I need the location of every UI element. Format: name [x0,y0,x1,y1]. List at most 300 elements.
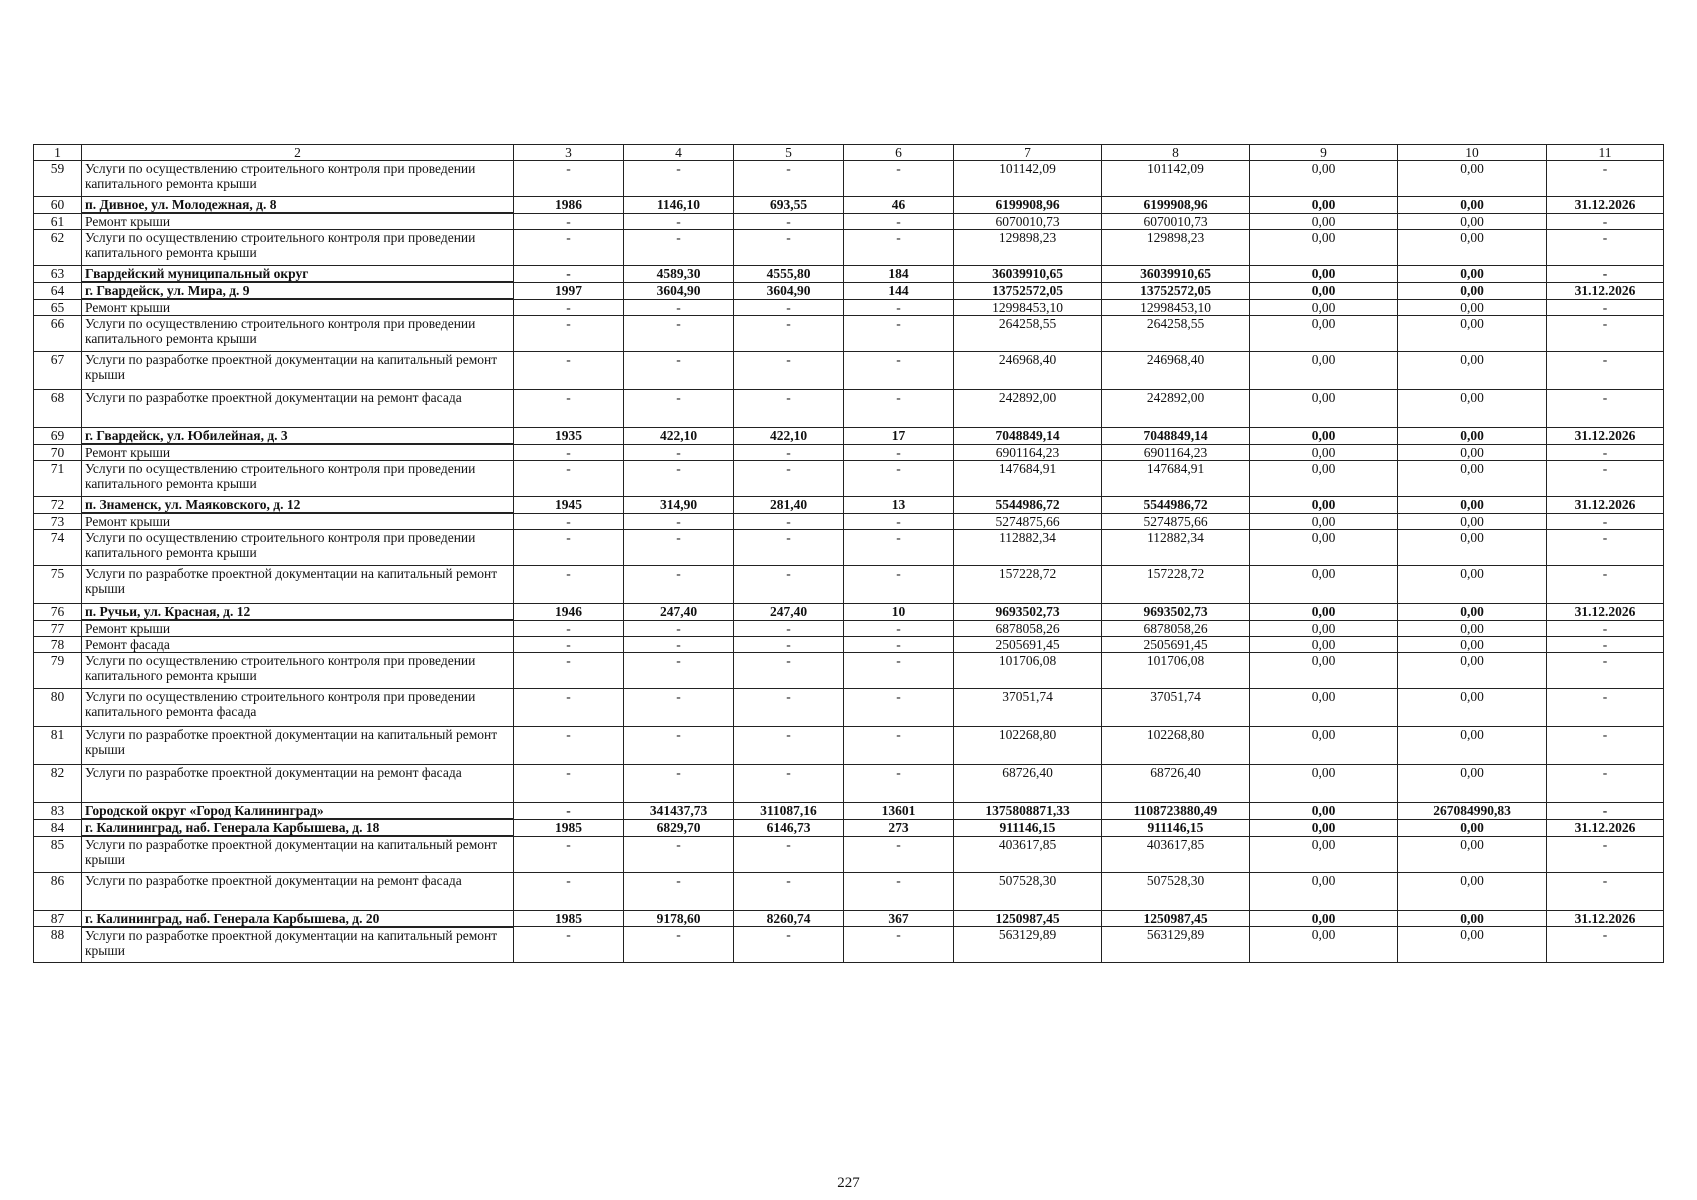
cell-budget-amount: 0,00 [1250,161,1398,197]
cell-budget-amount: 0,00 [1250,803,1398,820]
cell-residents: 46 [844,197,954,214]
cell-description: г. Гвардейск, ул. Юбилейная, д. 3 [82,428,514,445]
cell-area-living: - [734,230,844,266]
cell-other-amount: 0,00 [1398,266,1547,283]
cell-area-total: - [624,461,734,497]
table-row [34,530,1664,566]
cell-year: 1985 [514,910,624,927]
cell-description: Услуги по разработке проектной документации на капитальный ремонт крыши [82,836,514,872]
cell-cost-total: 9693502,73 [954,604,1102,621]
cell-row-number: 62 [34,230,82,266]
cell-budget-amount: 0,00 [1250,461,1398,497]
cell-residents: - [844,872,954,910]
cell-fund-amount: 242892,00 [1102,390,1250,428]
cell-budget-amount: 0,00 [1250,352,1398,390]
cell-deadline: - [1547,461,1664,497]
cell-row-number: 69 [34,428,82,445]
cell-area-total: - [624,316,734,352]
cell-area-living: - [734,161,844,197]
cell-cost-total: 68726,40 [954,765,1102,803]
cell-row-number: 61 [34,213,82,230]
cell-area-living: 693,55 [734,197,844,214]
cell-fund-amount: 102268,80 [1102,727,1250,765]
cell-budget-amount: 0,00 [1250,316,1398,352]
cell-area-living: - [734,836,844,872]
cell-area-total: 247,40 [624,604,734,621]
cell-cost-total: 6199908,96 [954,197,1102,214]
cell-area-living: - [734,620,844,637]
cell-residents: - [844,352,954,390]
cell-area-total: - [624,653,734,689]
cell-residents: - [844,637,954,653]
cell-fund-amount: 5274875,66 [1102,513,1250,530]
cell-fund-amount: 7048849,14 [1102,428,1250,445]
cell-budget-amount: 0,00 [1250,637,1398,653]
cell-area-living: 4555,80 [734,266,844,283]
cell-area-living: - [734,299,844,316]
cell-fund-amount: 101142,09 [1102,161,1250,197]
cell-year: 1985 [514,819,624,836]
cell-description: г. Калининград, наб. Генерала Карбышева, д. 20 [82,910,514,927]
table-body [34,145,1664,963]
cell-cost-total: 147684,91 [954,461,1102,497]
cell-deadline: - [1547,836,1664,872]
header-cell-deadline: 11 [1547,145,1664,161]
cell-budget-amount: 0,00 [1250,727,1398,765]
cell-other-amount: 0,00 [1398,819,1547,836]
cell-fund-amount: 5544986,72 [1102,497,1250,514]
cell-deadline: 31.12.2026 [1547,197,1664,214]
cell-year: - [514,461,624,497]
cell-area-living: - [734,444,844,461]
cell-residents: - [844,765,954,803]
cell-budget-amount: 0,00 [1250,213,1398,230]
cell-other-amount: 0,00 [1398,299,1547,316]
table-row [34,461,1664,497]
cell-area-total: - [624,637,734,653]
cell-area-total: 4589,30 [624,266,734,283]
cell-year: - [514,352,624,390]
table-row [34,765,1664,803]
cell-cost-total: 507528,30 [954,872,1102,910]
cell-other-amount: 0,00 [1398,637,1547,653]
cell-residents: 273 [844,819,954,836]
cell-area-living: - [734,765,844,803]
table-row [34,653,1664,689]
table-row-object [34,266,1664,283]
cell-fund-amount: 147684,91 [1102,461,1250,497]
cell-residents: - [844,566,954,604]
cell-fund-amount: 911146,15 [1102,819,1250,836]
cell-fund-amount: 403617,85 [1102,836,1250,872]
cell-deadline: - [1547,530,1664,566]
cell-residents: 10 [844,604,954,621]
cell-other-amount: 0,00 [1398,872,1547,910]
cell-residents: - [844,927,954,963]
cell-area-living: - [734,352,844,390]
cell-year: 1935 [514,428,624,445]
cell-cost-total: 6070010,73 [954,213,1102,230]
cell-area-living: 422,10 [734,428,844,445]
table-row-object [34,282,1664,299]
cell-deadline: - [1547,444,1664,461]
cell-deadline: 31.12.2026 [1547,910,1664,927]
cell-cost-total: 5544986,72 [954,497,1102,514]
cell-budget-amount: 0,00 [1250,428,1398,445]
cell-fund-amount: 36039910,65 [1102,266,1250,283]
cell-row-number: 66 [34,316,82,352]
table-row-object [34,604,1664,621]
cell-area-living: 3604,90 [734,282,844,299]
cell-cost-total: 563129,89 [954,927,1102,963]
cell-budget-amount: 0,00 [1250,566,1398,604]
cell-fund-amount: 6878058,26 [1102,620,1250,637]
table-row [34,927,1664,963]
cell-residents: - [844,461,954,497]
table-row [34,316,1664,352]
cell-budget-amount: 0,00 [1250,299,1398,316]
cell-budget-amount: 0,00 [1250,765,1398,803]
cell-residents: - [844,727,954,765]
table-row-object [34,819,1664,836]
header-cell-budget-amount: 9 [1250,145,1398,161]
cell-other-amount: 0,00 [1398,689,1547,727]
cell-area-total: - [624,927,734,963]
cell-description: Гвардейский муниципальный округ [82,266,514,283]
cell-area-total: - [624,444,734,461]
cell-area-living: - [734,530,844,566]
cell-deadline: - [1547,161,1664,197]
cell-residents: 13 [844,497,954,514]
cell-area-living: - [734,927,844,963]
cell-cost-total: 246968,40 [954,352,1102,390]
cell-deadline: - [1547,727,1664,765]
cell-area-total: - [624,566,734,604]
cell-year: - [514,566,624,604]
cell-row-number: 64 [34,282,82,299]
cell-row-number: 78 [34,637,82,653]
cell-row-number: 86 [34,872,82,910]
cell-cost-total: 1250987,45 [954,910,1102,927]
cell-row-number: 67 [34,352,82,390]
cell-cost-total: 1375808871,33 [954,803,1102,820]
cell-row-number: 85 [34,836,82,872]
cell-other-amount: 0,00 [1398,910,1547,927]
cell-budget-amount: 0,00 [1250,282,1398,299]
cell-area-total: 1146,10 [624,197,734,214]
cell-cost-total: 242892,00 [954,390,1102,428]
cell-fund-amount: 37051,74 [1102,689,1250,727]
cell-other-amount: 0,00 [1398,530,1547,566]
cell-description: Услуги по осуществлению строительного контроля при проведении капитального ремонта крыши [82,161,514,197]
cell-deadline: 31.12.2026 [1547,819,1664,836]
cell-deadline: - [1547,213,1664,230]
cell-year: - [514,299,624,316]
cell-residents: - [844,390,954,428]
cell-fund-amount: 13752572,05 [1102,282,1250,299]
cell-deadline: 31.12.2026 [1547,497,1664,514]
cell-other-amount: 267084990,83 [1398,803,1547,820]
cell-budget-amount: 0,00 [1250,513,1398,530]
cell-year: 1945 [514,497,624,514]
cell-area-total: - [624,213,734,230]
cell-residents: - [844,299,954,316]
cell-other-amount: 0,00 [1398,497,1547,514]
cell-budget-amount: 0,00 [1250,230,1398,266]
header-cell-fund-amount: 8 [1102,145,1250,161]
cell-budget-amount: 0,00 [1250,390,1398,428]
cell-area-total: - [624,620,734,637]
cell-description: Услуги по осуществлению строительного контроля при проведении капитального ремонта крыши [82,530,514,566]
cell-budget-amount: 0,00 [1250,266,1398,283]
cell-area-living: - [734,316,844,352]
cell-year: - [514,689,624,727]
cell-cost-total: 102268,80 [954,727,1102,765]
cell-cost-total: 13752572,05 [954,282,1102,299]
cell-fund-amount: 68726,40 [1102,765,1250,803]
header-cell-cost-total: 7 [954,145,1102,161]
cell-fund-amount: 12998453,10 [1102,299,1250,316]
cell-area-total: 9178,60 [624,910,734,927]
cell-area-living: - [734,637,844,653]
cell-deadline: - [1547,765,1664,803]
cell-area-total: - [624,230,734,266]
cell-residents: - [844,316,954,352]
cell-description: Ремонт крыши [82,444,514,461]
cell-area-total: 314,90 [624,497,734,514]
cell-row-number: 75 [34,566,82,604]
page-number: 227 [837,1175,860,1191]
table-row-object [34,497,1664,514]
cell-other-amount: 0,00 [1398,461,1547,497]
table-row [34,836,1664,872]
cell-budget-amount: 0,00 [1250,620,1398,637]
header-cell-description: 2 [82,145,514,161]
cell-residents: - [844,689,954,727]
cell-deadline: - [1547,352,1664,390]
table-row [34,352,1664,390]
cell-residents: - [844,444,954,461]
cell-other-amount: 0,00 [1398,566,1547,604]
table-row [34,566,1664,604]
header-row [34,145,1664,161]
cell-deadline: - [1547,390,1664,428]
cell-description: Услуги по осуществлению строительного контроля при проведении капитального ремонта крыши [82,653,514,689]
cell-year: - [514,266,624,283]
cell-description: Услуги по разработке проектной документации на капитальный ремонт крыши [82,727,514,765]
cell-other-amount: 0,00 [1398,352,1547,390]
cell-cost-total: 6878058,26 [954,620,1102,637]
cell-row-number: 79 [34,653,82,689]
cell-year: - [514,927,624,963]
cell-description: Услуги по разработке проектной документации на ремонт фасада [82,390,514,428]
cell-budget-amount: 0,00 [1250,444,1398,461]
cell-row-number: 77 [34,620,82,637]
cell-area-total: - [624,161,734,197]
cell-cost-total: 5274875,66 [954,513,1102,530]
cell-area-total: 341437,73 [624,803,734,820]
cell-row-number: 88 [34,927,82,963]
cell-row-number: 76 [34,604,82,621]
cell-budget-amount: 0,00 [1250,836,1398,872]
cell-fund-amount: 6070010,73 [1102,213,1250,230]
cell-area-total: - [624,390,734,428]
cell-residents: - [844,161,954,197]
cell-area-total: 422,10 [624,428,734,445]
cell-area-total: - [624,513,734,530]
cell-row-number: 80 [34,689,82,727]
cell-area-living: 8260,74 [734,910,844,927]
table-row [34,390,1664,428]
cell-area-total: - [624,836,734,872]
cell-year: 1986 [514,197,624,214]
cell-residents: - [844,836,954,872]
cell-description: Ремонт фасада [82,637,514,653]
cell-year: - [514,765,624,803]
cell-description: г. Калининград, наб. Генерала Карбышева, д. 18 [82,819,514,836]
cell-other-amount: 0,00 [1398,604,1547,621]
cell-cost-total: 12998453,10 [954,299,1102,316]
cell-budget-amount: 0,00 [1250,872,1398,910]
cell-row-number: 72 [34,497,82,514]
cell-description: п. Знаменск, ул. Маяковского, д. 12 [82,497,514,514]
cell-description: Услуги по осуществлению строительного контроля при проведении капитального ремонта крыши [82,316,514,352]
cell-area-living: - [734,461,844,497]
cell-other-amount: 0,00 [1398,282,1547,299]
cell-description: Ремонт крыши [82,513,514,530]
cell-area-total: - [624,765,734,803]
cell-residents: 17 [844,428,954,445]
header-cell-other-amount: 10 [1398,145,1547,161]
cell-area-living: - [734,390,844,428]
cell-area-living: - [734,213,844,230]
cell-residents: - [844,213,954,230]
cell-deadline: - [1547,316,1664,352]
cell-fund-amount: 112882,34 [1102,530,1250,566]
cell-area-total: - [624,872,734,910]
cell-year: 1946 [514,604,624,621]
cell-other-amount: 0,00 [1398,316,1547,352]
cell-cost-total: 37051,74 [954,689,1102,727]
cell-deadline: - [1547,689,1664,727]
table-row [34,513,1664,530]
cell-description: Услуги по разработке проектной документации на капитальный ремонт крыши [82,352,514,390]
cell-fund-amount: 6901164,23 [1102,444,1250,461]
cell-residents: 144 [844,282,954,299]
cell-other-amount: 0,00 [1398,230,1547,266]
cell-other-amount: 0,00 [1398,390,1547,428]
cell-description: п. Ручьи, ул. Красная, д. 12 [82,604,514,621]
cell-other-amount: 0,00 [1398,653,1547,689]
cell-area-living: - [734,513,844,530]
cell-row-number: 68 [34,390,82,428]
cell-year: - [514,530,624,566]
cell-area-total: - [624,352,734,390]
cell-residents: 13601 [844,803,954,820]
cell-description: Ремонт крыши [82,299,514,316]
cell-residents: 367 [844,910,954,927]
cell-year: 1997 [514,282,624,299]
cell-residents: - [844,653,954,689]
cell-residents: - [844,530,954,566]
table-row-object [34,910,1664,927]
cell-row-number: 81 [34,727,82,765]
cell-year: - [514,513,624,530]
cell-area-living: - [734,566,844,604]
cell-other-amount: 0,00 [1398,161,1547,197]
cell-area-living: 247,40 [734,604,844,621]
cell-residents: 184 [844,266,954,283]
cell-budget-amount: 0,00 [1250,927,1398,963]
cell-area-living: 311087,16 [734,803,844,820]
cell-budget-amount: 0,00 [1250,604,1398,621]
cell-description: г. Гвардейск, ул. Мира, д. 9 [82,282,514,299]
cell-year: - [514,727,624,765]
cell-year: - [514,803,624,820]
cell-year: - [514,316,624,352]
cell-budget-amount: 0,00 [1250,497,1398,514]
table-row [34,444,1664,461]
table-row-object [34,428,1664,445]
cell-area-living: - [734,689,844,727]
header-cell-area-living: 5 [734,145,844,161]
cell-row-number: 65 [34,299,82,316]
cell-fund-amount: 1250987,45 [1102,910,1250,927]
cell-fund-amount: 129898,23 [1102,230,1250,266]
cell-year: - [514,444,624,461]
table-row [34,161,1664,197]
cell-residents: - [844,620,954,637]
cell-description: Услуги по разработке проектной документации на ремонт фасада [82,765,514,803]
cell-fund-amount: 6199908,96 [1102,197,1250,214]
cell-area-living: - [734,727,844,765]
cell-year: - [514,390,624,428]
cell-deadline: - [1547,266,1664,283]
cell-description: Услуги по разработке проектной документации на ремонт фасада [82,872,514,910]
cell-description: Ремонт крыши [82,213,514,230]
table-row [34,620,1664,637]
cell-area-living: 281,40 [734,497,844,514]
cell-fund-amount: 563129,89 [1102,927,1250,963]
cell-row-number: 87 [34,910,82,927]
cell-row-number: 63 [34,266,82,283]
cell-area-total: - [624,299,734,316]
cell-fund-amount: 1108723880,49 [1102,803,1250,820]
cell-row-number: 70 [34,444,82,461]
cell-deadline: - [1547,566,1664,604]
cell-fund-amount: 2505691,45 [1102,637,1250,653]
cell-deadline: - [1547,927,1664,963]
cell-area-total: - [624,727,734,765]
cell-cost-total: 403617,85 [954,836,1102,872]
cell-row-number: 60 [34,197,82,214]
cell-cost-total: 6901164,23 [954,444,1102,461]
cell-cost-total: 36039910,65 [954,266,1102,283]
cell-other-amount: 0,00 [1398,927,1547,963]
cell-year: - [514,230,624,266]
cell-fund-amount: 157228,72 [1102,566,1250,604]
cell-area-living: - [734,872,844,910]
table-row [34,299,1664,316]
cell-year: - [514,637,624,653]
cell-other-amount: 0,00 [1398,620,1547,637]
cell-description: Услуги по осуществлению строительного контроля при проведении капитального ремонта фасада [82,689,514,727]
cell-other-amount: 0,00 [1398,444,1547,461]
cell-row-number: 82 [34,765,82,803]
cell-deadline: - [1547,803,1664,820]
cell-fund-amount: 507528,30 [1102,872,1250,910]
cell-deadline: - [1547,513,1664,530]
